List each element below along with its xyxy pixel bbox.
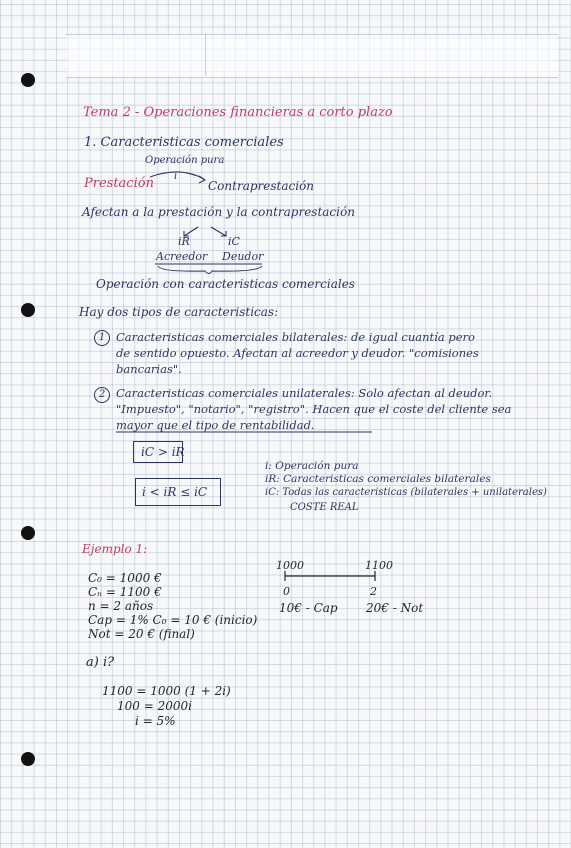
- legend-line-2: iR: Caracteristicas comerciales bilaterales: [265, 473, 491, 485]
- c0-value: C₀ = 1000 €: [88, 571, 162, 585]
- brace: [158, 266, 262, 274]
- arrow-head-icon: [199, 176, 205, 183]
- equation-1: 1100 = 1000 (1 + 2i): [102, 684, 231, 698]
- item2-line1: Caracteristicas comerciales unilaterales: Solo afectan al deudor.: [116, 386, 493, 400]
- ic-arrow: [211, 227, 226, 236]
- cn-value: Cₙ = 1100 €: [88, 585, 162, 599]
- operation-arrow: [150, 172, 204, 179]
- acreedor-label: Acreedor: [156, 250, 208, 263]
- afectan-text: Afectan a la prestación y la contraprestación: [82, 205, 355, 219]
- inequality-2-text: i < iR ≤ iC: [142, 485, 208, 499]
- cap-value: Cap = 1% C₀ = 10 € (inicio): [88, 613, 258, 627]
- legend-line-4: COSTE REAL: [290, 502, 359, 513]
- item-number-1: 1: [94, 330, 110, 346]
- item2-line3: mayor que el tipo de rentabilidad.: [116, 418, 315, 432]
- deudor-label: Deudor: [222, 250, 264, 263]
- equation-2: 100 = 2000i: [117, 699, 192, 713]
- prestacion-label: Prestación: [84, 176, 154, 191]
- n-value: n = 2 años: [88, 599, 154, 613]
- timeline-fee-end: 20€ - Not: [366, 601, 424, 615]
- not-value: Not = 20 € (final): [88, 627, 195, 641]
- legend-line-1: i: Operación pura: [265, 460, 359, 472]
- ir-arrow: [184, 227, 198, 236]
- timeline-tick-end: 2: [370, 585, 377, 598]
- timeline-fee-start: 10€ - Cap: [279, 601, 338, 615]
- item1-line3: bancarias".: [116, 362, 182, 376]
- legend-line-3: iC: Todas las caracteristicas (bilaterales + unilaterales): [265, 487, 547, 498]
- contraprestacion-label: Contraprestación: [208, 179, 315, 193]
- timeline-value-start: 1000: [276, 559, 304, 572]
- example-heading: Ejemplo 1:: [82, 542, 148, 556]
- i-symbol: i: [174, 171, 178, 182]
- ic-label: iC: [228, 235, 240, 248]
- timeline-value-end: 1100: [365, 559, 393, 572]
- hay-dos-text: Hay dos tipos de caracteristicas:: [79, 305, 279, 319]
- item1-line1: Caracteristicas comerciales bilaterales: de igual cuantía pero: [116, 330, 475, 344]
- item-number-2: 2: [94, 387, 110, 403]
- page-title: Tema 2 - Operaciones financieras a corto plazo: [83, 105, 393, 120]
- question-a: a) i?: [86, 655, 115, 670]
- item1-line2: de sentido opuesto. Afectan al acreedor y deudor. "comisiones: [116, 346, 479, 360]
- inequality-1-text: iC > iR: [141, 445, 185, 459]
- operacion-pura-label: Operación pura: [145, 155, 225, 166]
- ir-label: iR: [178, 235, 190, 248]
- timeline-tick-start: 0: [283, 585, 290, 598]
- operacion-cc-text: Operación con caracteristicas comerciales: [96, 277, 355, 291]
- section-heading: 1. Caracteristicas comerciales: [84, 135, 284, 150]
- item2-line2: "Impuesto", "notario", "registro". Hacen que el coste del cliente sea: [116, 402, 512, 416]
- equation-3: i = 5%: [135, 714, 176, 728]
